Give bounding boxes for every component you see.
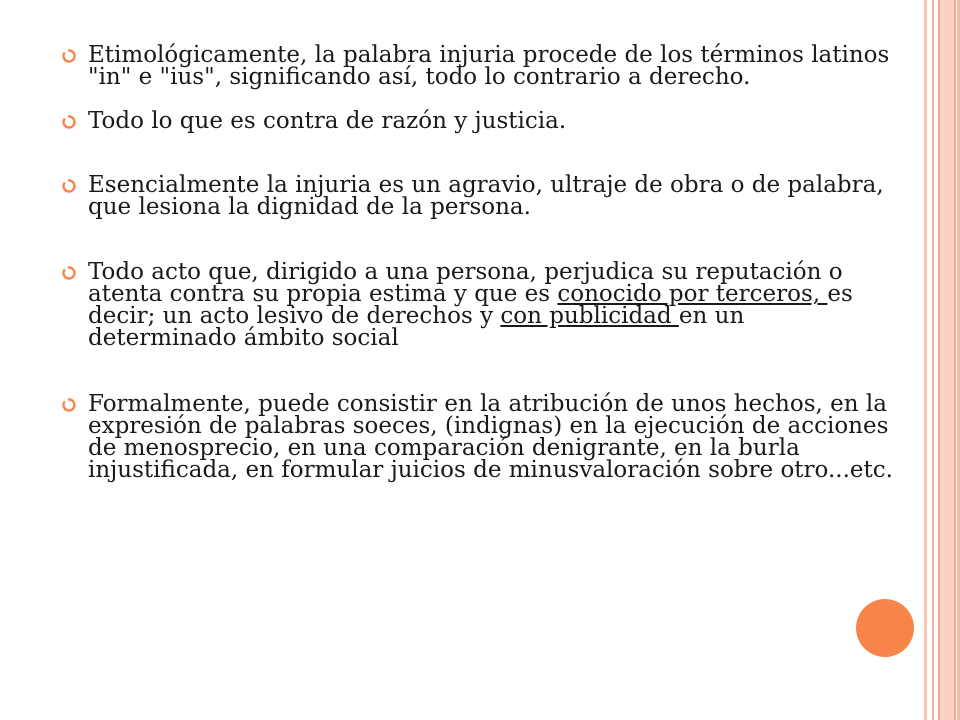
decorative-stripes xyxy=(924,0,960,720)
bullet-item xyxy=(60,44,900,88)
stripe xyxy=(938,0,940,720)
bullet-list xyxy=(60,44,900,481)
bullet-text: Etimológicamente, la palabra injuria procede de los términos latinos "in" e "ius", significando así, todo lo contrario a derecho. xyxy=(88,42,890,90)
bullet-item xyxy=(60,393,900,481)
bullet-text: Esencialmente la injuria es un agravio, ultraje de obra o de palabra, que lesiona la dignidad de la persona. xyxy=(88,172,884,220)
underlined-phrase: conocido por terceros, xyxy=(557,281,828,307)
stripe xyxy=(932,0,934,720)
bullet-text: Formalmente, puede consistir en la atribución de unos hechos, en la expresión de palabras soeces, (indignas) en la ejecución de acciones de menosprecio, en una comparación denigrante, en la burla injustificada, en formular juicios de minusvaloración sobre otro...etc. xyxy=(88,391,893,483)
ring-bullet-icon xyxy=(62,266,76,280)
bullet-item xyxy=(60,110,900,132)
stripe xyxy=(924,0,927,720)
text-segment: Todo acto que, dirigido a una persona, perjudica su reputación o atenta contra su propia estima y que es xyxy=(88,259,843,307)
stripe xyxy=(954,0,956,720)
text-segment: es decir; un acto lesivo de derechos y xyxy=(88,281,853,329)
bullet-item xyxy=(60,261,900,349)
bullet-item xyxy=(60,174,900,218)
ring-bullet-icon xyxy=(62,398,76,412)
bullet-text xyxy=(88,259,853,351)
bullet-text: Todo lo que es contra de razón y justicia. xyxy=(88,108,567,134)
decorative-circle xyxy=(856,599,914,657)
ring-bullet-icon xyxy=(62,49,76,63)
text-segment: en un determinado ámbito social xyxy=(88,303,745,351)
underlined-phrase: con publicidad xyxy=(500,303,679,329)
ring-bullet-icon xyxy=(62,179,76,193)
ring-bullet-icon xyxy=(62,115,76,129)
